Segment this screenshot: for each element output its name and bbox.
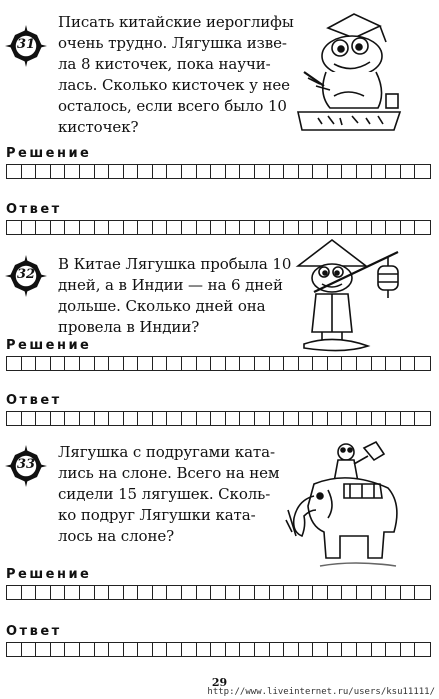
answer-grid[interactable] <box>6 411 431 426</box>
frog-scholar-icon <box>294 8 404 132</box>
solution-grid[interactable] <box>6 164 431 179</box>
frog-scholar-illustration <box>294 8 404 132</box>
answer-label: Ответ <box>6 624 62 639</box>
problem-31-text: Писать китайские иероглифы очень трудно. Лягушка изве- ла 8 кисточек, пока научи- лась. Сколько кисточек у нее осталось, если всего было 10 кисточек? <box>58 13 294 136</box>
frog-traveler-illustration <box>294 236 410 354</box>
problem-32-text: В Китае Лягушка пробыла 10 дней, а в Индии — на 6 дней дольше. Сколько дней она провела в Индии? <box>58 255 292 336</box>
solution-label: Решение <box>6 338 92 353</box>
problem-33-text: Лягушка с подругами ката- лись на слоне. Всего на нем сидели 15 лягушек. Сколь- ко подруг Лягушки ката- лось на слоне? <box>58 443 280 545</box>
problem-number: 32 <box>16 267 36 282</box>
answer-grid[interactable] <box>6 642 431 657</box>
answer-label: Ответ <box>6 393 62 408</box>
answer-label: Ответ <box>6 202 62 217</box>
problem-number: 31 <box>16 37 36 52</box>
frog-traveler-icon <box>294 236 410 354</box>
answer-grid[interactable] <box>6 220 431 235</box>
problem-31-badge <box>4 24 48 68</box>
page-number: 29 <box>211 676 228 689</box>
source-url[interactable]: http://www.liveinternet.ru/users/ksu11111/ <box>207 687 435 697</box>
problem-number: 33 <box>16 457 36 472</box>
solution-grid[interactable] <box>6 356 431 371</box>
solution-grid[interactable] <box>6 585 431 600</box>
problem-33-badge <box>4 444 48 488</box>
elephant-with-frogs-icon <box>284 440 414 578</box>
frogs-elephant-illustration <box>284 440 414 578</box>
solution-label: Решение <box>6 146 92 161</box>
problem-32-badge <box>4 254 48 298</box>
solution-label: Решение <box>6 567 92 582</box>
